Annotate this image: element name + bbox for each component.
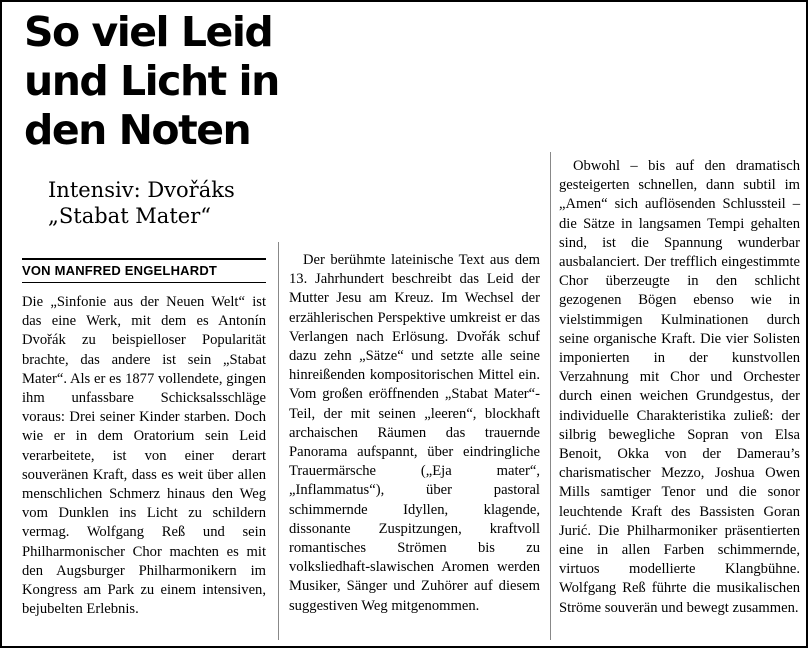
article-column-1 <box>22 293 266 619</box>
headline: So viel Leid und Licht in den Noten <box>24 8 279 154</box>
paragraph: Die „Sinfonie aus der Neuen Welt“ ist das eine Werk, mit dem es Antonín Dvořák zu beispielloser Popularität brachte, das andere ist sein „Stabat Mater“. Als er es 1877 vollendete, gingen ihm unfassbare Schicksalsschläge voraus: Drei seiner Kinder starben. Doch wie er in dem Oratorium sein Leid verarbeitete, ist von einer derart souveränen Kraft, dass es weit über allen menschlichen Schmerz hinaus den Weg vom Dunklen ins Licht zu schildern vermag. Wolfgang Reß und sein Philharmonischer Chor machten es mit den Augsburger Philharmonikern im Kongress am Park zu einem intensiven, bejubelten Erlebnis. <box>22 294 266 618</box>
byline: VON MANFRED ENGELHARDT <box>22 263 218 278</box>
paragraph: Der berühmte lateinische Text aus dem 13. Jahrhundert beschreibt das Leid der Mutter Jesu am Kreuz. Im Wechsel der erzählerischen Perspektive umkreist er das Verlangen nach Erlösung. Dvořák schuf dazu zehn „Sätze“ und setzte alle seine hinreißenden kompositorischen Mittel ein. Vom großen eröffnenden „Stabat Mater“-Teil, der mit seinen „leeren“, blockhaft archaischen Räumen das trauernde Panorama aufspannt, über eindringliche Trauermärsche („Eja mater“, „Inflammatus“), über pastoral schimmernde Idyllen, klagende, dissonante Zuspitzungen, kraftvoll romantisches Strömen bis zu volksliedhaft-slawischen Aromen werden Musiker, Sänger und Zuhörer auf diesem suggestiven Weg mitgenommen. <box>289 252 540 614</box>
byline-rule-top <box>22 258 266 260</box>
article-column-3 <box>559 157 800 618</box>
column-divider <box>550 152 551 640</box>
article-column-2 <box>289 251 540 616</box>
subtitle: Intensiv: Dvořáks „Stabat Mater“ <box>48 178 235 228</box>
paragraph: Obwohl – bis auf den dramatisch gesteigerten schnellen, dann subtil im „Amen“ sich auflösenden Schlussteil – die Sätze in langsamen Tempi gehalten sind, ist die Spannung wunderbar ausbalanciert. Der trefflich eingestimmte Chor überzeugte in den schlicht gezogenen Bögen ebenso wie in vielstimmigen Kulminationen durch seine organische Kraft. Die vier Solisten imponierten in der kunstvollen Verzahnung mit Chor und Orchester durch einen weichen Grundgestus, der individuelle Charakteristika zuließ: der silbrig bewegliche Sopran von Elsa Benoit, Okka von der Damerau’s charismatischer Mezzo, Joshua Owen Mills samtiger Tenor und die sonor leuchtende Kraft des Bassisten Goran Jurić. Die Philharmoniker präsentierten eine in allen Farben schimmernde, virtuos modellierte Klangbühne. Wolfgang Reß führte die musikalischen Ströme souverän und bewegt zusammen. <box>559 158 800 616</box>
column-divider <box>278 242 279 640</box>
byline-rule-bottom <box>22 282 266 283</box>
